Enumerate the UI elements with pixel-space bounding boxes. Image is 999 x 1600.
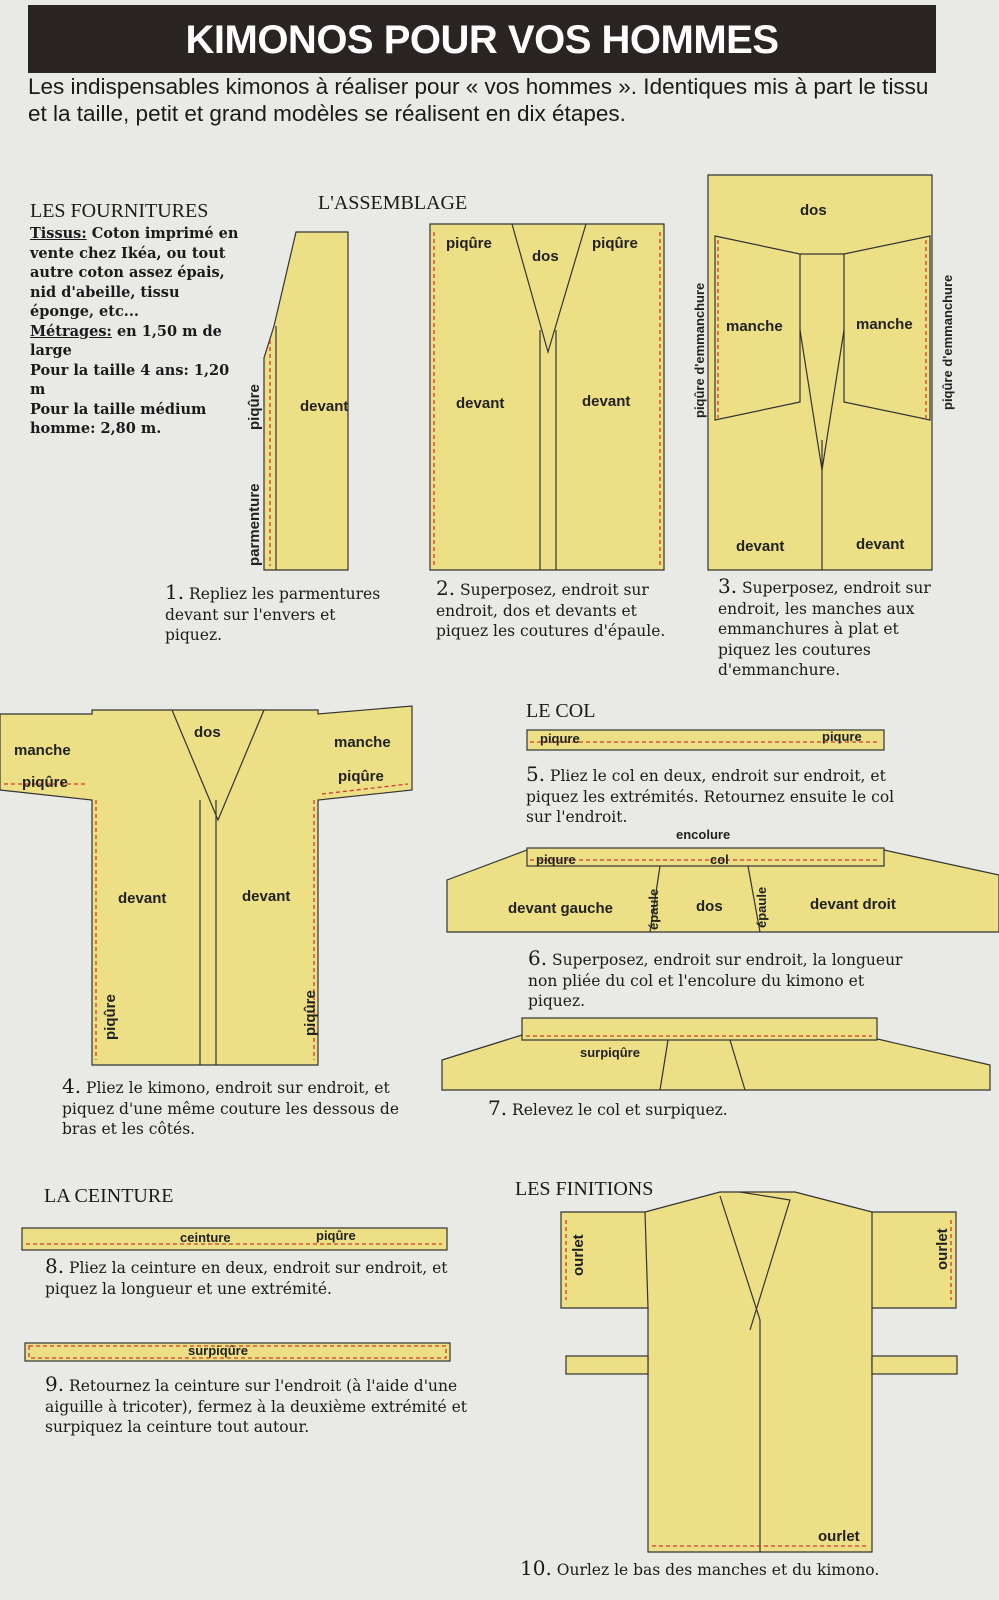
label-piqure: piqûre xyxy=(246,384,263,430)
step-number: 2. xyxy=(436,576,456,600)
label-devant: devant xyxy=(856,536,905,553)
label-devant: devant xyxy=(118,890,167,907)
step-2 xyxy=(436,578,668,642)
diagram-4 xyxy=(0,706,412,1065)
label-piqure: piqûre xyxy=(102,994,119,1040)
label-manche: manche xyxy=(334,734,391,751)
label-col: col xyxy=(710,852,729,867)
fournitures-text xyxy=(30,224,240,439)
label-manche: manche xyxy=(726,318,783,335)
step-number: 7. xyxy=(488,1096,508,1120)
step-9 xyxy=(45,1374,475,1438)
label-encolure: encolure xyxy=(676,827,731,842)
step-text: Superposez, endroit sur endroit, la longueur non pliée du col et l'encolure du kimono et piquez. xyxy=(528,951,903,1010)
label-manche: manche xyxy=(14,742,71,759)
label-devant: devant xyxy=(582,393,631,410)
step-number: 4. xyxy=(62,1074,82,1098)
metrages-text: en 1,50 m de large xyxy=(30,322,222,359)
label-piqure-emmanchure: piqûre d'emmanchure xyxy=(692,282,707,418)
label-surpiqure: surpiqûre xyxy=(188,1343,248,1358)
label-devant: devant xyxy=(736,538,785,555)
label-ourlet: ourlet xyxy=(818,1528,860,1545)
step-number: 5. xyxy=(526,762,546,786)
taille-enfant: Pour la taille 4 ans: 1,20 m xyxy=(30,361,230,398)
label-epaule: épaule xyxy=(754,886,769,928)
step-text: Relevez le col et surpiquez. xyxy=(512,1101,728,1119)
diagram-7 xyxy=(442,1035,990,1090)
taille-homme: Pour la taille médium homme: 2,80 m. xyxy=(30,400,207,437)
step-5 xyxy=(526,764,896,828)
label-piqure: piqûre xyxy=(302,990,319,1036)
metrages-label: Métrages: xyxy=(30,322,112,340)
label-devant: devant xyxy=(456,395,505,412)
step-10 xyxy=(520,1558,990,1581)
step-3 xyxy=(718,576,950,681)
label-ceinture: ceinture xyxy=(180,1230,231,1245)
step-number: 9. xyxy=(45,1372,65,1396)
step-6 xyxy=(528,948,908,1012)
label-piqure-emmanchure: piqûre d'emmanchure xyxy=(940,274,955,410)
ceinture-strip-8 xyxy=(22,1228,447,1250)
label-piqure: piqûre xyxy=(22,774,68,791)
label-epaule: épaule xyxy=(646,888,661,930)
label-manche: manche xyxy=(856,316,913,333)
intro-text: Les indispensables kimonos à réaliser pour « vos hommes ». Identiques mis à part le tissu et la taille, petit et grand modèles se réalisent en dix étapes. xyxy=(28,74,929,126)
step-text: Pliez le col en deux, endroit sur endroit, et piquez les extrémités. Retournez ensuite le col sur l'endroit. xyxy=(526,767,895,826)
label-devant: devant xyxy=(242,888,291,905)
label-piqure: piqûre xyxy=(338,768,384,785)
step-1 xyxy=(165,582,395,646)
assemblage-heading: L'ASSEMBLAGE xyxy=(318,192,468,214)
col-heading: LE COL xyxy=(526,700,596,722)
label-piqure: piqure xyxy=(822,729,862,744)
page-title: KIMONOS POUR VOS HOMMES xyxy=(28,5,936,73)
step-text: Pliez la ceinture en deux, endroit sur endroit, et piquez la longueur et une extrémité. xyxy=(45,1259,448,1298)
step-text: Ourlez le bas des manches et du kimono. xyxy=(556,1561,880,1579)
step-number: 1. xyxy=(165,580,185,604)
step-text: Pliez le kimono, endroit sur endroit, et piquez d'une même couture les dessous de bras et les côtés. xyxy=(62,1079,399,1138)
label-piqure: piqûre xyxy=(592,235,638,252)
tissus-text: Coton imprimé en vente chez Ikéa, ou tout autre coton assez épais, nid d'abeille, tissu éponge, etc... xyxy=(30,225,239,320)
label-devant-gauche: devant gauche xyxy=(508,900,614,917)
label-dos: dos xyxy=(696,898,723,915)
fournitures-heading: LES FOURNITURES xyxy=(30,200,209,222)
ceinture-heading: LA CEINTURE xyxy=(44,1185,174,1207)
label-dos: dos xyxy=(194,724,221,741)
step-text: Retournez la ceinture sur l'endroit (à l'aide d'une aiguille à tricoter), fermez à la deuxième extrémité et surpiquez la ceinture tout autour. xyxy=(45,1377,467,1436)
label-piqure: piqûre xyxy=(316,1228,356,1243)
label-piqure: piqure xyxy=(536,852,576,867)
label-piqure: piqûre xyxy=(446,235,492,252)
step-text: Repliez les parmentures devant sur l'envers et piquez. xyxy=(165,585,381,644)
label-ourlet: ourlet xyxy=(570,1234,587,1276)
step-number: 3. xyxy=(718,574,738,598)
label-piqure: piqure xyxy=(540,731,580,746)
tissus-label: Tissus: xyxy=(30,225,87,242)
finitions-heading: LES FINITIONS xyxy=(515,1178,654,1200)
label-dos: dos xyxy=(800,202,827,219)
step-text: Superposez, endroit sur endroit, dos et devants et piquez les coutures d'épaule. xyxy=(436,581,666,640)
step-number: 10. xyxy=(520,1556,552,1580)
label-surpiqure: surpiqûre xyxy=(580,1045,640,1060)
label-ourlet: ourlet xyxy=(934,1228,951,1270)
step-number: 8. xyxy=(45,1254,65,1278)
label-devant-droit: devant droit xyxy=(810,896,896,913)
step-4 xyxy=(62,1076,412,1140)
label-devant: devant xyxy=(300,398,349,415)
step-text: Superposez, endroit sur endroit, les manches aux emmanchures à plat et piquez les coutures d'emmanchure. xyxy=(718,579,931,679)
step-number: 6. xyxy=(528,946,548,970)
label-dos: dos xyxy=(532,248,559,265)
step-7 xyxy=(488,1098,868,1121)
step-8 xyxy=(45,1256,475,1299)
label-parmenture: parmenture xyxy=(246,483,263,566)
